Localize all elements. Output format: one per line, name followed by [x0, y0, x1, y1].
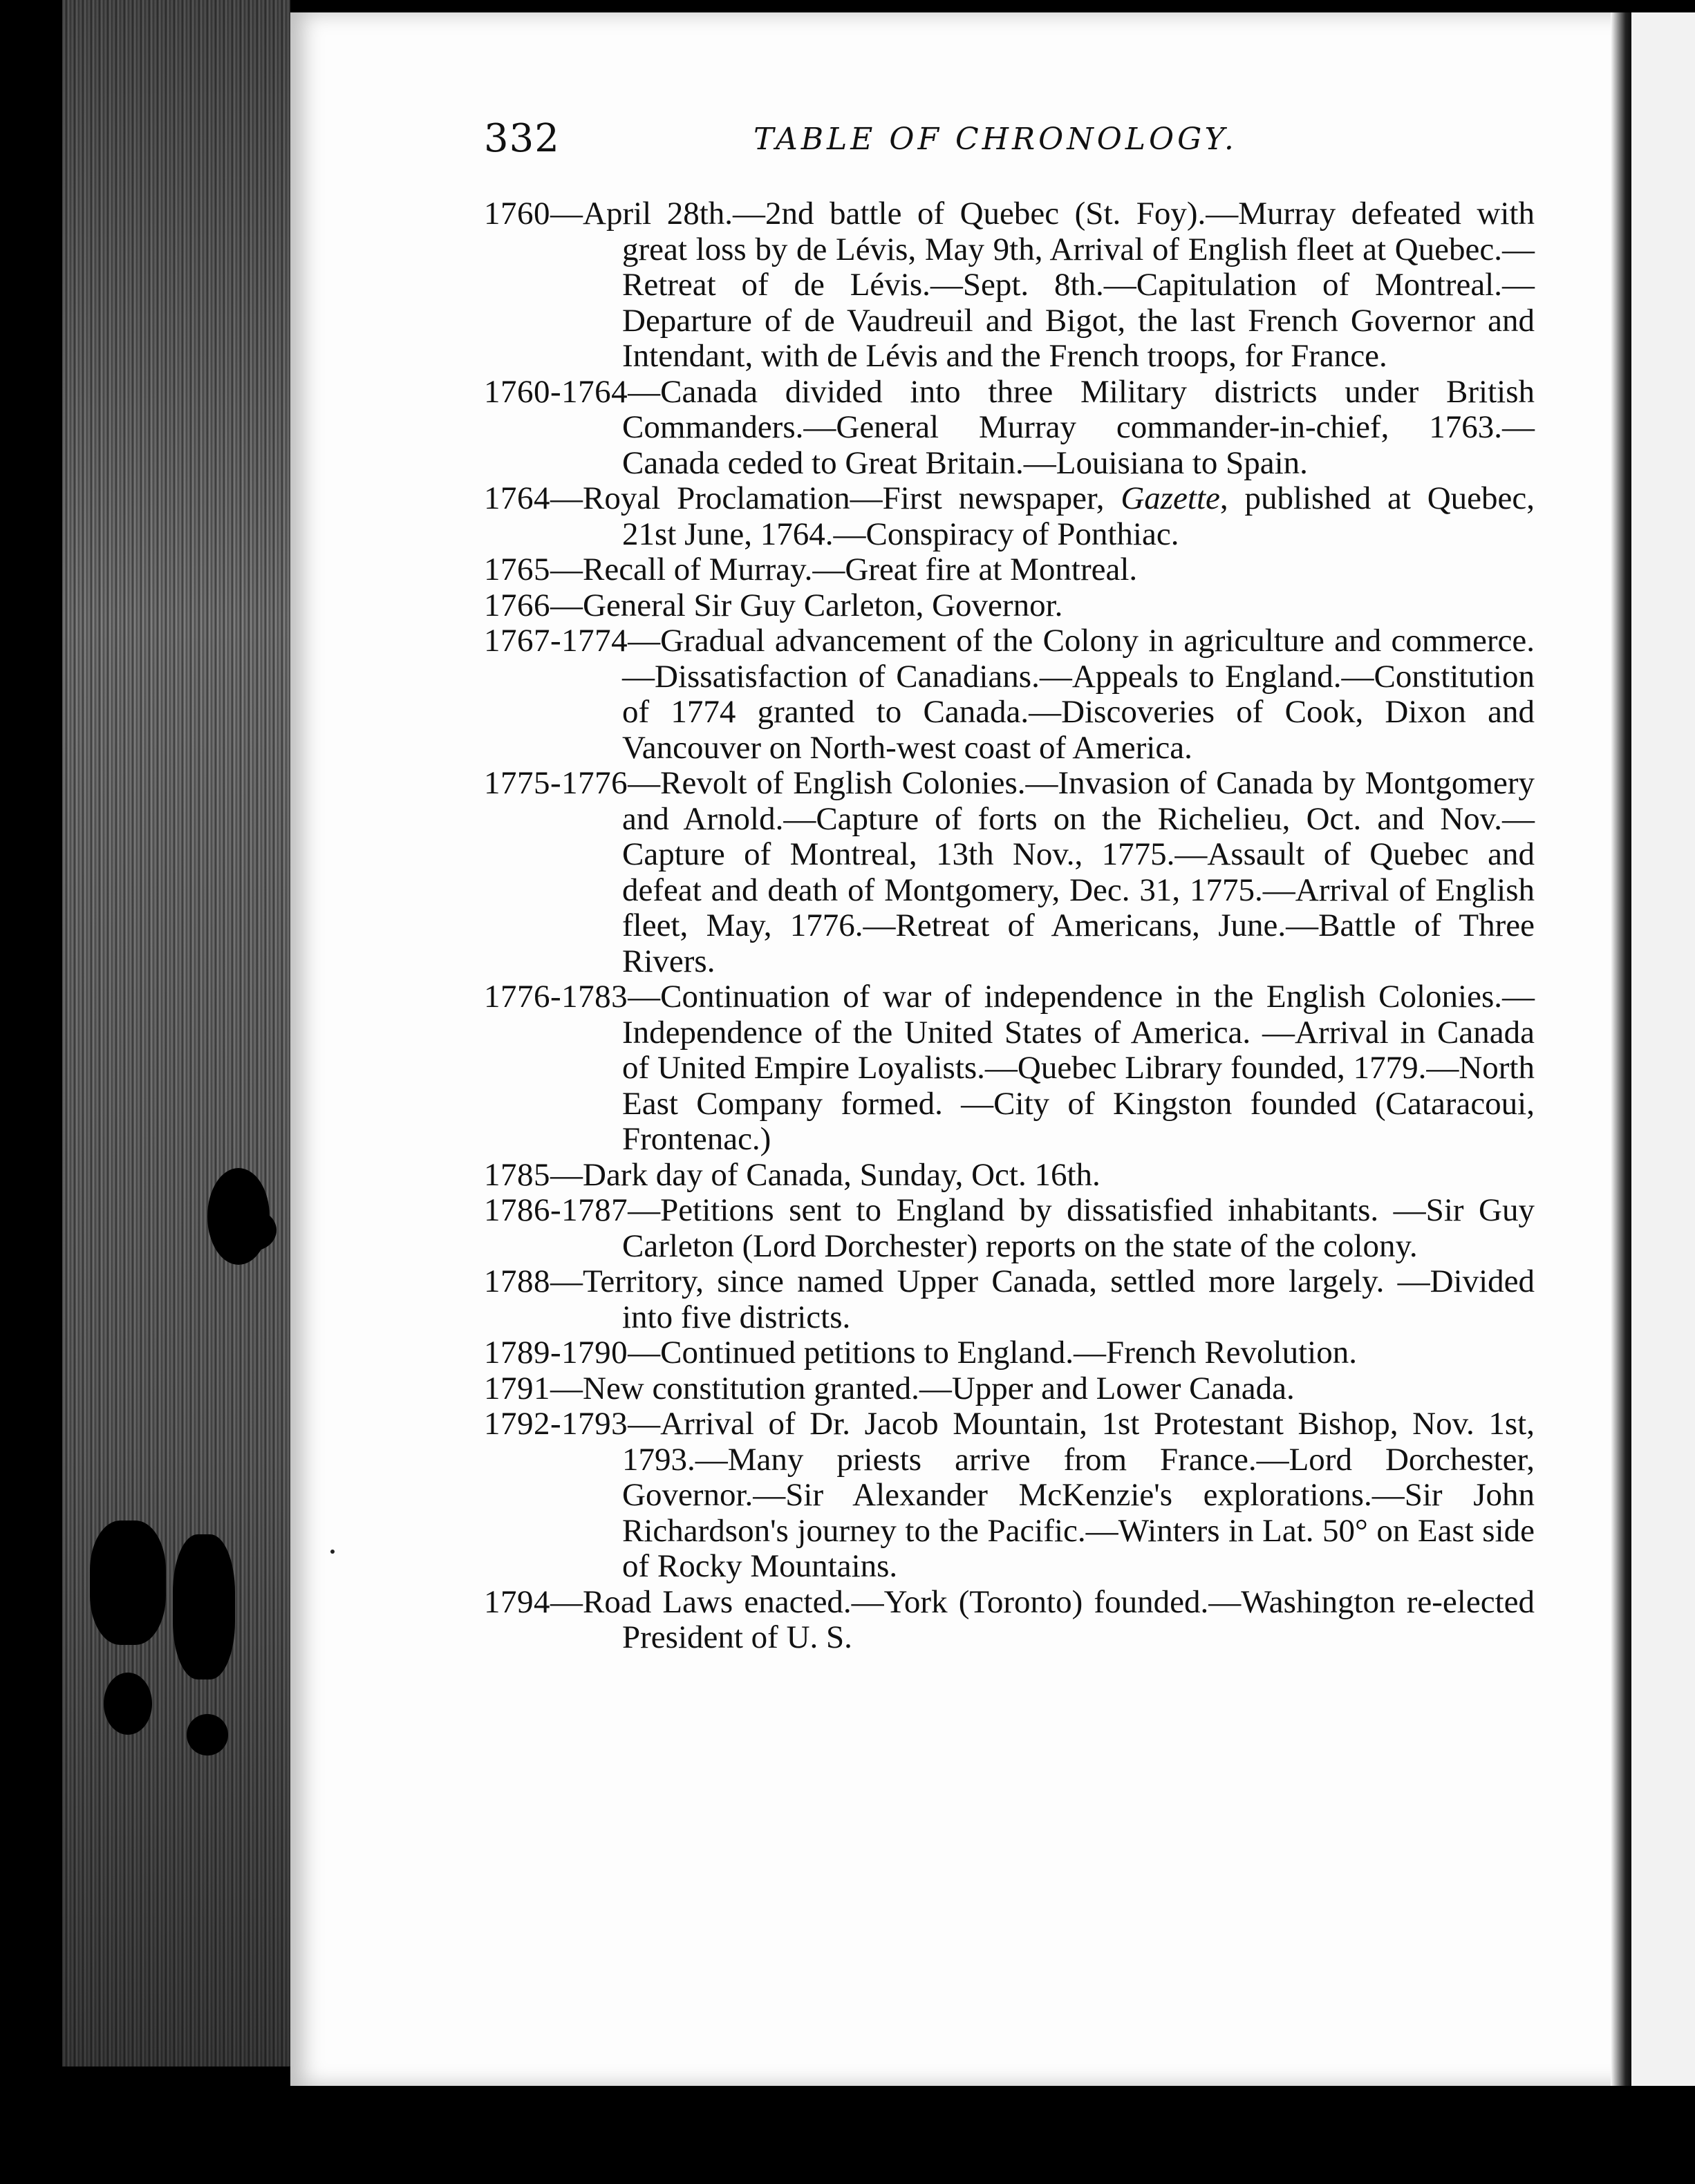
chronology-entry	[484, 1158, 1535, 1194]
chronology-entry	[484, 1406, 1535, 1585]
entry-text: —Arrival of Dr. Jacob Mountain, 1st Protestant Bishop, Nov. 1st, 1793.—Many priests arrive from France.—Lord Dorchester, Governor.—Sir Alexander McKenzie's explorations.—Sir John Richardson's journey to the Pacific.—Winters in Lat. 50° on East side of Rocky Mountains.	[622, 1406, 1535, 1584]
entry-year: 1786-1787	[484, 1192, 628, 1228]
entry-text: —Recall of Murray.—Great fire at Montreal.	[550, 552, 1138, 587]
chronology-entry	[484, 552, 1535, 588]
entry-year: 1794	[484, 1583, 550, 1620]
ink-blot	[228, 1209, 277, 1251]
chronology-entry	[484, 481, 1535, 552]
entry-text: —Petitions sent to England by dissatisfied inhabitants. —Sir Guy Carleton (Lord Dorchester) reports on the state of the colony.	[622, 1192, 1535, 1264]
chronology-entry	[484, 196, 1535, 375]
ink-blot	[173, 1534, 235, 1679]
entry-text: —Royal Proclamation—First newspaper,	[550, 480, 1121, 516]
entry-year: 1789-1790	[484, 1335, 628, 1371]
entry-year: 1760	[484, 196, 550, 232]
entry-year: 1766	[484, 587, 550, 623]
entry-text: —New constitution granted.—Upper and Lower Canada.	[550, 1370, 1295, 1406]
entry-year: 1776-1783	[484, 979, 628, 1015]
entry-text: —Continuation of war of independence in the English Colonies.—Independence of the United States of America. —Arrival in Canada of United Empire Loyalists.—Quebec Library founded, 1779.—North East Company formed. —City of Kingston founded (Cataracoui, Frontenac.)	[622, 979, 1535, 1157]
chronology-entry	[484, 375, 1535, 482]
entry-year: 1791	[484, 1370, 550, 1406]
entry-text: —General Sir Guy Carleton, Governor.	[550, 587, 1063, 623]
chronology-entry	[484, 1193, 1535, 1264]
chronology-list	[484, 196, 1535, 1656]
chronology-entry	[484, 979, 1535, 1158]
entry-year: 1764	[484, 480, 550, 516]
entry-year: 1785	[484, 1156, 550, 1193]
entry-emphasis: Gazette	[1121, 480, 1220, 516]
chronology-entry	[484, 623, 1535, 766]
entry-text: —April 28th.—2nd battle of Quebec (St. Foy).—Murray defeated with great loss by de Lévis, May 9th, Arrival of English fleet at Quebec.—Retreat of de Lévis.—Sept. 8th.—Capitulation of Montreal.—Departure of de Vaudreuil and Bigot, the last French Governor and Intendant, with de Lévis and the French troops, for France.	[550, 196, 1535, 374]
ink-blot	[187, 1714, 228, 1755]
page-number: 332	[484, 116, 560, 161]
entry-year: 1792-1793	[484, 1406, 628, 1442]
entry-text: —Territory, since named Upper Canada, settled more largely. —Divided into five districts.	[550, 1263, 1535, 1335]
entry-year: 1775-1776	[484, 765, 628, 801]
facing-page-edge	[1631, 12, 1695, 2086]
entry-year: 1765	[484, 552, 550, 587]
entry-text: —Road Laws enacted.—York (Toronto) founded.—Washington re-elected President of U. S.	[550, 1583, 1535, 1655]
chronology-entry	[484, 1335, 1535, 1371]
chronology-entry	[484, 1264, 1535, 1335]
entry-text: —Continued petitions to England.—French Revolution.	[628, 1335, 1357, 1371]
running-head	[484, 116, 1521, 164]
entry-text: —Gradual advancement of the Colony in agriculture and commerce.—Dissatisfaction of Canadians.—Appeals to England.—Constitution of 1774 granted to Canada.—Discoveries of Cook, Dixon and Vancouver on North-west coast of America.	[622, 623, 1535, 766]
chronology-entry	[484, 588, 1535, 624]
ink-blot	[90, 1521, 166, 1645]
entry-text: —Canada divided into three Military districts under British Commanders.—General Murray commander-in-chief, 1763.—Canada ceded to Great Britain.—Louisiana to Spain.	[622, 373, 1535, 481]
ink-blot	[104, 1673, 152, 1735]
entry-year: 1767-1774	[484, 623, 628, 659]
chronology-entry	[484, 1585, 1535, 1656]
entry-year: 1788	[484, 1263, 550, 1299]
stray-ink-dot	[330, 1550, 335, 1554]
book-fore-edge-shading	[62, 0, 290, 2067]
chronology-entry	[484, 766, 1535, 979]
entry-text: , published at Quebec, 21st June, 1764.—Conspiracy of Ponthiac.	[622, 480, 1535, 552]
page-header-title: TABLE OF CHRONOLOGY.	[753, 122, 1237, 157]
entry-text: —Dark day of Canada, Sunday, Oct. 16th.	[550, 1156, 1101, 1193]
entry-year: 1760-1764	[484, 373, 628, 410]
chronology-entry	[484, 1371, 1535, 1407]
entry-text: —Revolt of English Colonies.—Invasion of Canada by Montgomery and Arnold.—Capture of forts on the Richelieu, Oct. and Nov.—Capture of Montreal, 13th Nov., 1775.—Assault of Quebec and defeat and death of Montgomery, Dec. 31, 1775.—Arrival of English fleet, May, 1776.—Retreat of Americans, June.—Battle of Three Rivers.	[622, 765, 1535, 979]
